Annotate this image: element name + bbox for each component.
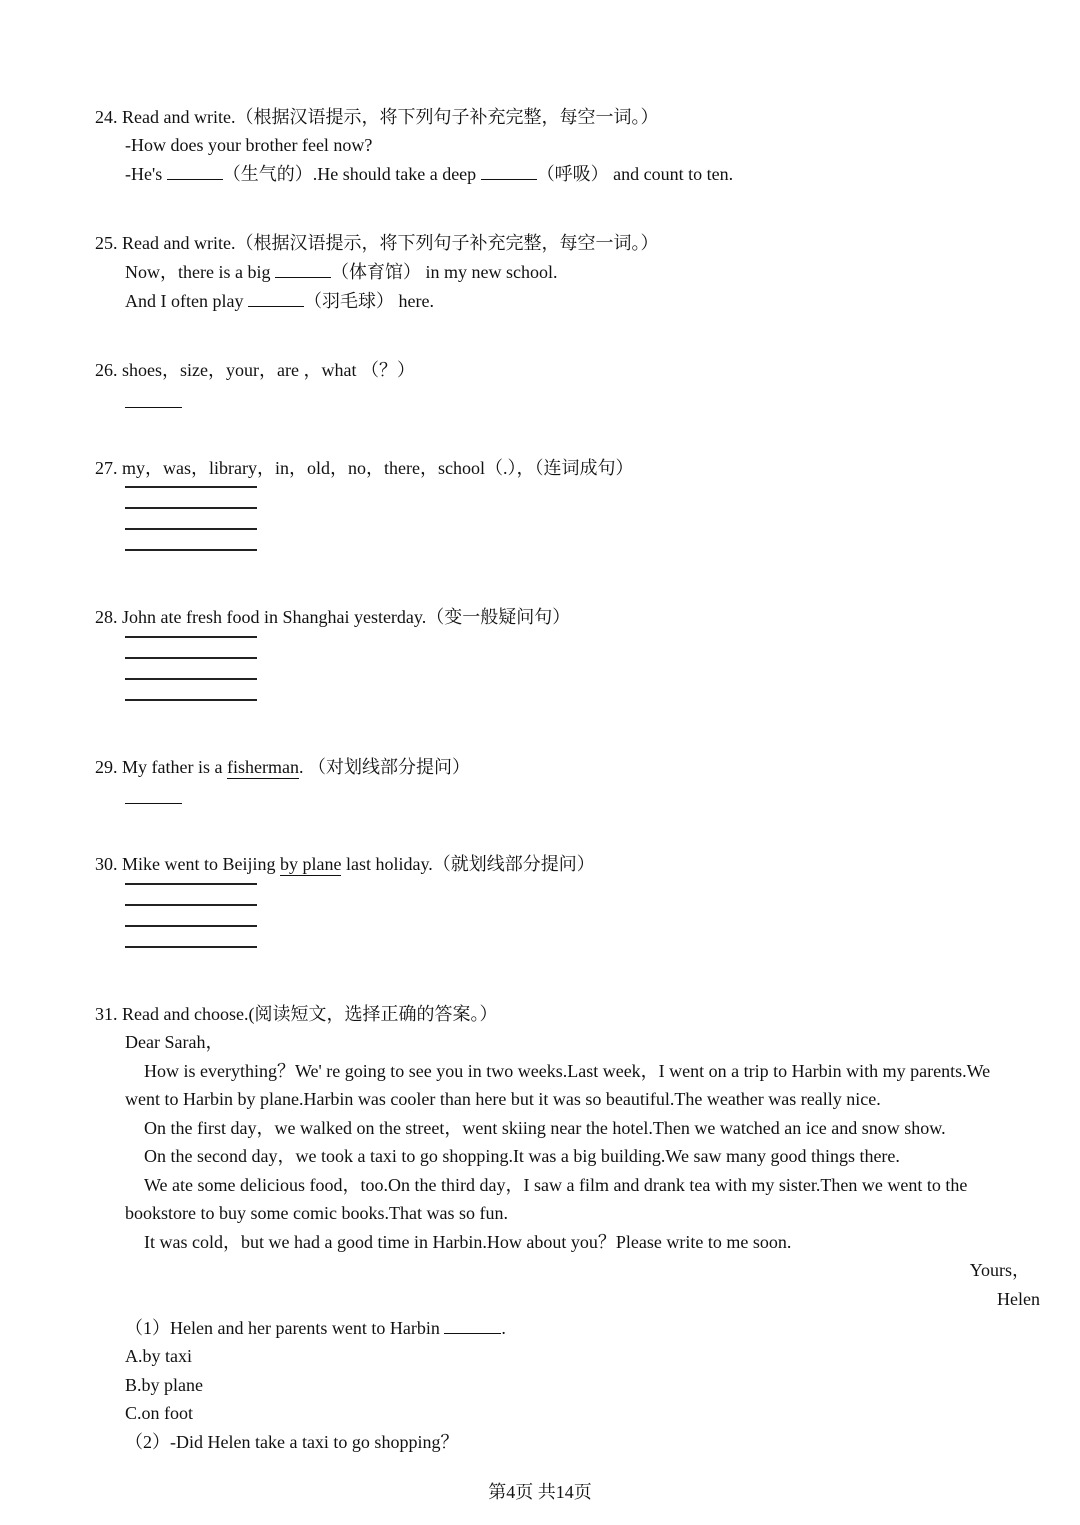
- q24-line1: -How does your brother feel now?: [125, 135, 373, 155]
- q25-line2: [125, 290, 434, 312]
- q28-title: 28. John ate fresh food in Shanghai yesterday.（变一般疑问句）: [95, 607, 571, 627]
- q30-underlined-phrase: by plane: [279, 854, 342, 874]
- q27-title: 27. my，was，library，in，old，no，there，school（.），（连词成句）: [95, 458, 634, 478]
- q31-option-c[interactable]: C.on foot: [125, 1403, 194, 1423]
- q24-text-b: （生气的）.He should take a deep: [222, 164, 481, 184]
- q26-answer-blank[interactable]: [125, 407, 182, 408]
- q29-text-b: . （对划线部分提问）: [298, 757, 470, 777]
- answer-rule: [125, 528, 257, 530]
- q31-sub2: （2）-Did Helen take a taxi to go shopping？: [125, 1432, 459, 1452]
- q29-underlined-word: fisherman: [226, 757, 299, 777]
- q25-text-b: （体育馆） in my new school.: [330, 262, 558, 282]
- answer-rule: [125, 883, 257, 885]
- answer-rule: [125, 486, 257, 488]
- letter-signature: Helen: [997, 1289, 1040, 1309]
- q26-title: 26. shoes，size，your，are ，what （？）: [95, 360, 415, 380]
- answer-rule: [125, 699, 257, 701]
- q31-option-a[interactable]: A.by taxi: [125, 1346, 192, 1366]
- q28-answer-lines[interactable]: [125, 636, 257, 720]
- q25-line1: [125, 261, 557, 283]
- letter-paragraph-4-cont: bookstore to buy some comic books.That was so fun.: [125, 1203, 508, 1223]
- answer-rule: [125, 946, 257, 948]
- answer-rule: [125, 904, 257, 906]
- q27-answer-lines[interactable]: [125, 486, 257, 570]
- q29-text-a: 29. My father is a: [95, 757, 227, 777]
- q25-text-d: （羽毛球） here.: [303, 291, 434, 311]
- q24-text-a: -He's: [125, 164, 167, 184]
- page-footer: 第4页 共14页: [488, 1482, 592, 1502]
- answer-rule: [125, 925, 257, 927]
- q25-blank-2[interactable]: [248, 306, 304, 307]
- q25-text-c: And I often play: [125, 291, 248, 311]
- answer-rule: [125, 549, 257, 551]
- q31-sub1-blank[interactable]: [444, 1333, 501, 1334]
- q24-line2: [125, 163, 733, 185]
- letter-paragraph-5: It was cold，but we had a good time in Harbin.How about you？Please write to me soon.: [144, 1232, 792, 1252]
- q25-blank-1[interactable]: [275, 277, 331, 278]
- q30-title: [95, 853, 595, 875]
- q31-sub1-period: .: [501, 1318, 506, 1338]
- q24-title: 24. Read and write.（根据汉语提示，将下列句子补充完整，每空一词。）: [95, 107, 659, 127]
- answer-rule: [125, 678, 257, 680]
- letter-paragraph-3: On the second day，we took a taxi to go shopping.It was a big building.We saw many good things there.: [144, 1146, 900, 1166]
- answer-rule: [125, 507, 257, 509]
- q29-title: [95, 756, 470, 778]
- q24-blank-1[interactable]: [167, 179, 223, 180]
- q30-answer-lines[interactable]: [125, 883, 257, 967]
- q25-title: 25. Read and write.（根据汉语提示，将下列句子补充完整，每空一词。）: [95, 233, 659, 253]
- q31-title: 31. Read and choose.(阅读短文，选择正确的答案。）: [95, 1004, 498, 1024]
- q30-text-b: last holiday.（就划线部分提问）: [341, 854, 595, 874]
- answer-rule: [125, 657, 257, 659]
- letter-paragraph-2: On the first day，we walked on the street，went skiing near the hotel.Then we watched an ice and snow show.: [144, 1118, 946, 1138]
- q24-blank-2[interactable]: [481, 179, 537, 180]
- q30-text-a: 30. Mike went to Beijing: [95, 854, 280, 874]
- letter-salutation: Dear Sarah，: [125, 1032, 224, 1052]
- q25-text-a: Now，there is a big: [125, 262, 275, 282]
- q31-sub1: [125, 1317, 506, 1339]
- q24-text-c: （呼吸） and count to ten.: [536, 164, 734, 184]
- letter-paragraph-1: How is everything？We' re going to see you in two weeks.Last week，I went on a trip to Harbin with my parents.We: [144, 1061, 991, 1081]
- answer-rule: [125, 636, 257, 638]
- q31-option-b[interactable]: B.by plane: [125, 1375, 203, 1395]
- letter-paragraph-1-cont: went to Harbin by plane.Harbin was cooler than here but it was so beautiful.The weather was really nice.: [125, 1089, 881, 1109]
- letter-paragraph-4: We ate some delicious food，too.On the third day，I saw a film and drank tea with my sister.Then we went to the: [144, 1175, 968, 1195]
- q31-sub1-text: （1）Helen and her parents went to Harbin: [125, 1318, 445, 1338]
- letter-closing: Yours，: [969, 1260, 1030, 1280]
- q29-answer-blank[interactable]: [125, 803, 182, 804]
